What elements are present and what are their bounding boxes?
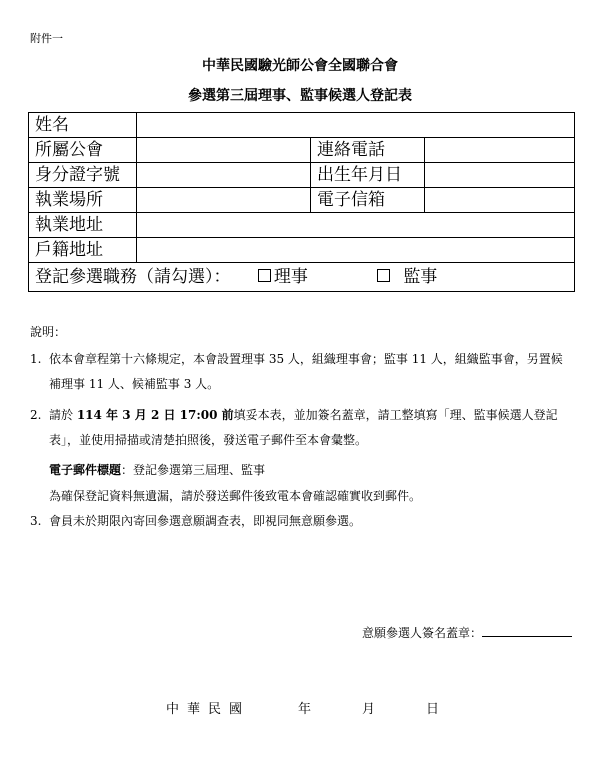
supervisor-checkbox[interactable] <box>377 269 390 282</box>
note-item-3 <box>30 509 570 534</box>
date-month: 月 <box>362 702 384 717</box>
email-subject-label: 電子郵件標題 <box>49 463 122 477</box>
id-number-label: 身分證字號 <box>29 163 137 188</box>
note-item-1 <box>30 347 570 397</box>
date-day: 日 <box>426 702 448 717</box>
birth-date-field[interactable] <box>425 163 575 188</box>
form-title: 參選第三屆理事、監事候選人登記表 <box>188 88 412 104</box>
union-label: 所屬公會 <box>29 138 137 163</box>
note-text: 依本會章程第十六條規定，本會設置理事 35 人，組織理事會；監事 11 人，組織監事會，另置候補理事 11 人、候補監事 3 人。 <box>49 352 563 391</box>
attachment-label: 附件一 <box>30 32 63 45</box>
form-row-workplace <box>29 188 575 213</box>
director-option-label: 理事 <box>273 267 308 287</box>
organization-title: 中華民國驗光師公會全國聯合會 <box>202 58 398 74</box>
note-number: 1. <box>30 352 42 366</box>
director-option[interactable] <box>258 266 308 288</box>
note-number: 2. <box>30 408 42 422</box>
phone-label: 連絡電話 <box>311 138 425 163</box>
form-row-union <box>29 138 575 163</box>
note-text: 會員未於期限內寄回參選意願調查表，即視同無意願參選。 <box>49 514 362 528</box>
work-address-field[interactable] <box>137 213 575 238</box>
supervisor-option-label: 監事 <box>403 267 438 287</box>
deadline-text: 114 年 3 月 2 日 17:00 前 <box>76 408 234 422</box>
note-text <box>49 403 570 453</box>
email-field[interactable] <box>425 188 575 213</box>
phone-field[interactable] <box>425 138 575 163</box>
note-number: 3. <box>30 514 42 528</box>
date-year: 年 <box>298 702 320 717</box>
work-address-label: 執業地址 <box>29 213 137 238</box>
signature-label: 意願參選人簽名蓋章： <box>361 626 482 640</box>
id-number-field[interactable] <box>137 163 311 188</box>
form-row-work-address <box>29 213 575 238</box>
union-field[interactable] <box>137 138 311 163</box>
name-field[interactable] <box>137 113 575 138</box>
birth-date-label: 出生年月日 <box>311 163 425 188</box>
email-subject-value: ：登記參選第三屆理、監事 <box>121 463 266 477</box>
confirm-note: 為確保登記資料無遺漏，請於發送郵件後致電本會確認確實收到郵件。 <box>49 489 422 503</box>
form-row-position <box>29 263 575 292</box>
director-checkbox[interactable] <box>258 269 271 282</box>
workplace-field[interactable] <box>137 188 311 213</box>
signature-area <box>362 624 572 641</box>
form-row-household-address <box>29 238 575 263</box>
household-address-label: 戶籍地址 <box>29 238 137 263</box>
household-address-field[interactable] <box>137 238 575 263</box>
note-text-part: 請於 <box>49 408 77 422</box>
name-label: 姓名 <box>29 113 137 138</box>
form-row-name <box>29 113 575 138</box>
form-row-id <box>29 163 575 188</box>
workplace-label: 執業場所 <box>29 188 137 213</box>
email-subject <box>49 461 265 478</box>
note-item-2 <box>30 403 570 453</box>
registration-form-table <box>28 112 575 292</box>
position-label: 登記參選職務（請勾選）： <box>35 267 231 287</box>
notes-label: 說明： <box>30 325 67 339</box>
signature-line[interactable] <box>482 624 572 637</box>
date-era: 中華民國 <box>166 702 251 717</box>
email-label: 電子信箱 <box>311 188 425 213</box>
note-text-part: 填妥本表，並加簽名蓋章，請工整填寫「理、監事候選人登記表」，並使用掃描或清楚拍照後，發送電子郵件至本會彙整。 <box>49 408 558 447</box>
supervisor-option[interactable] <box>377 266 437 288</box>
position-cell <box>29 263 575 292</box>
